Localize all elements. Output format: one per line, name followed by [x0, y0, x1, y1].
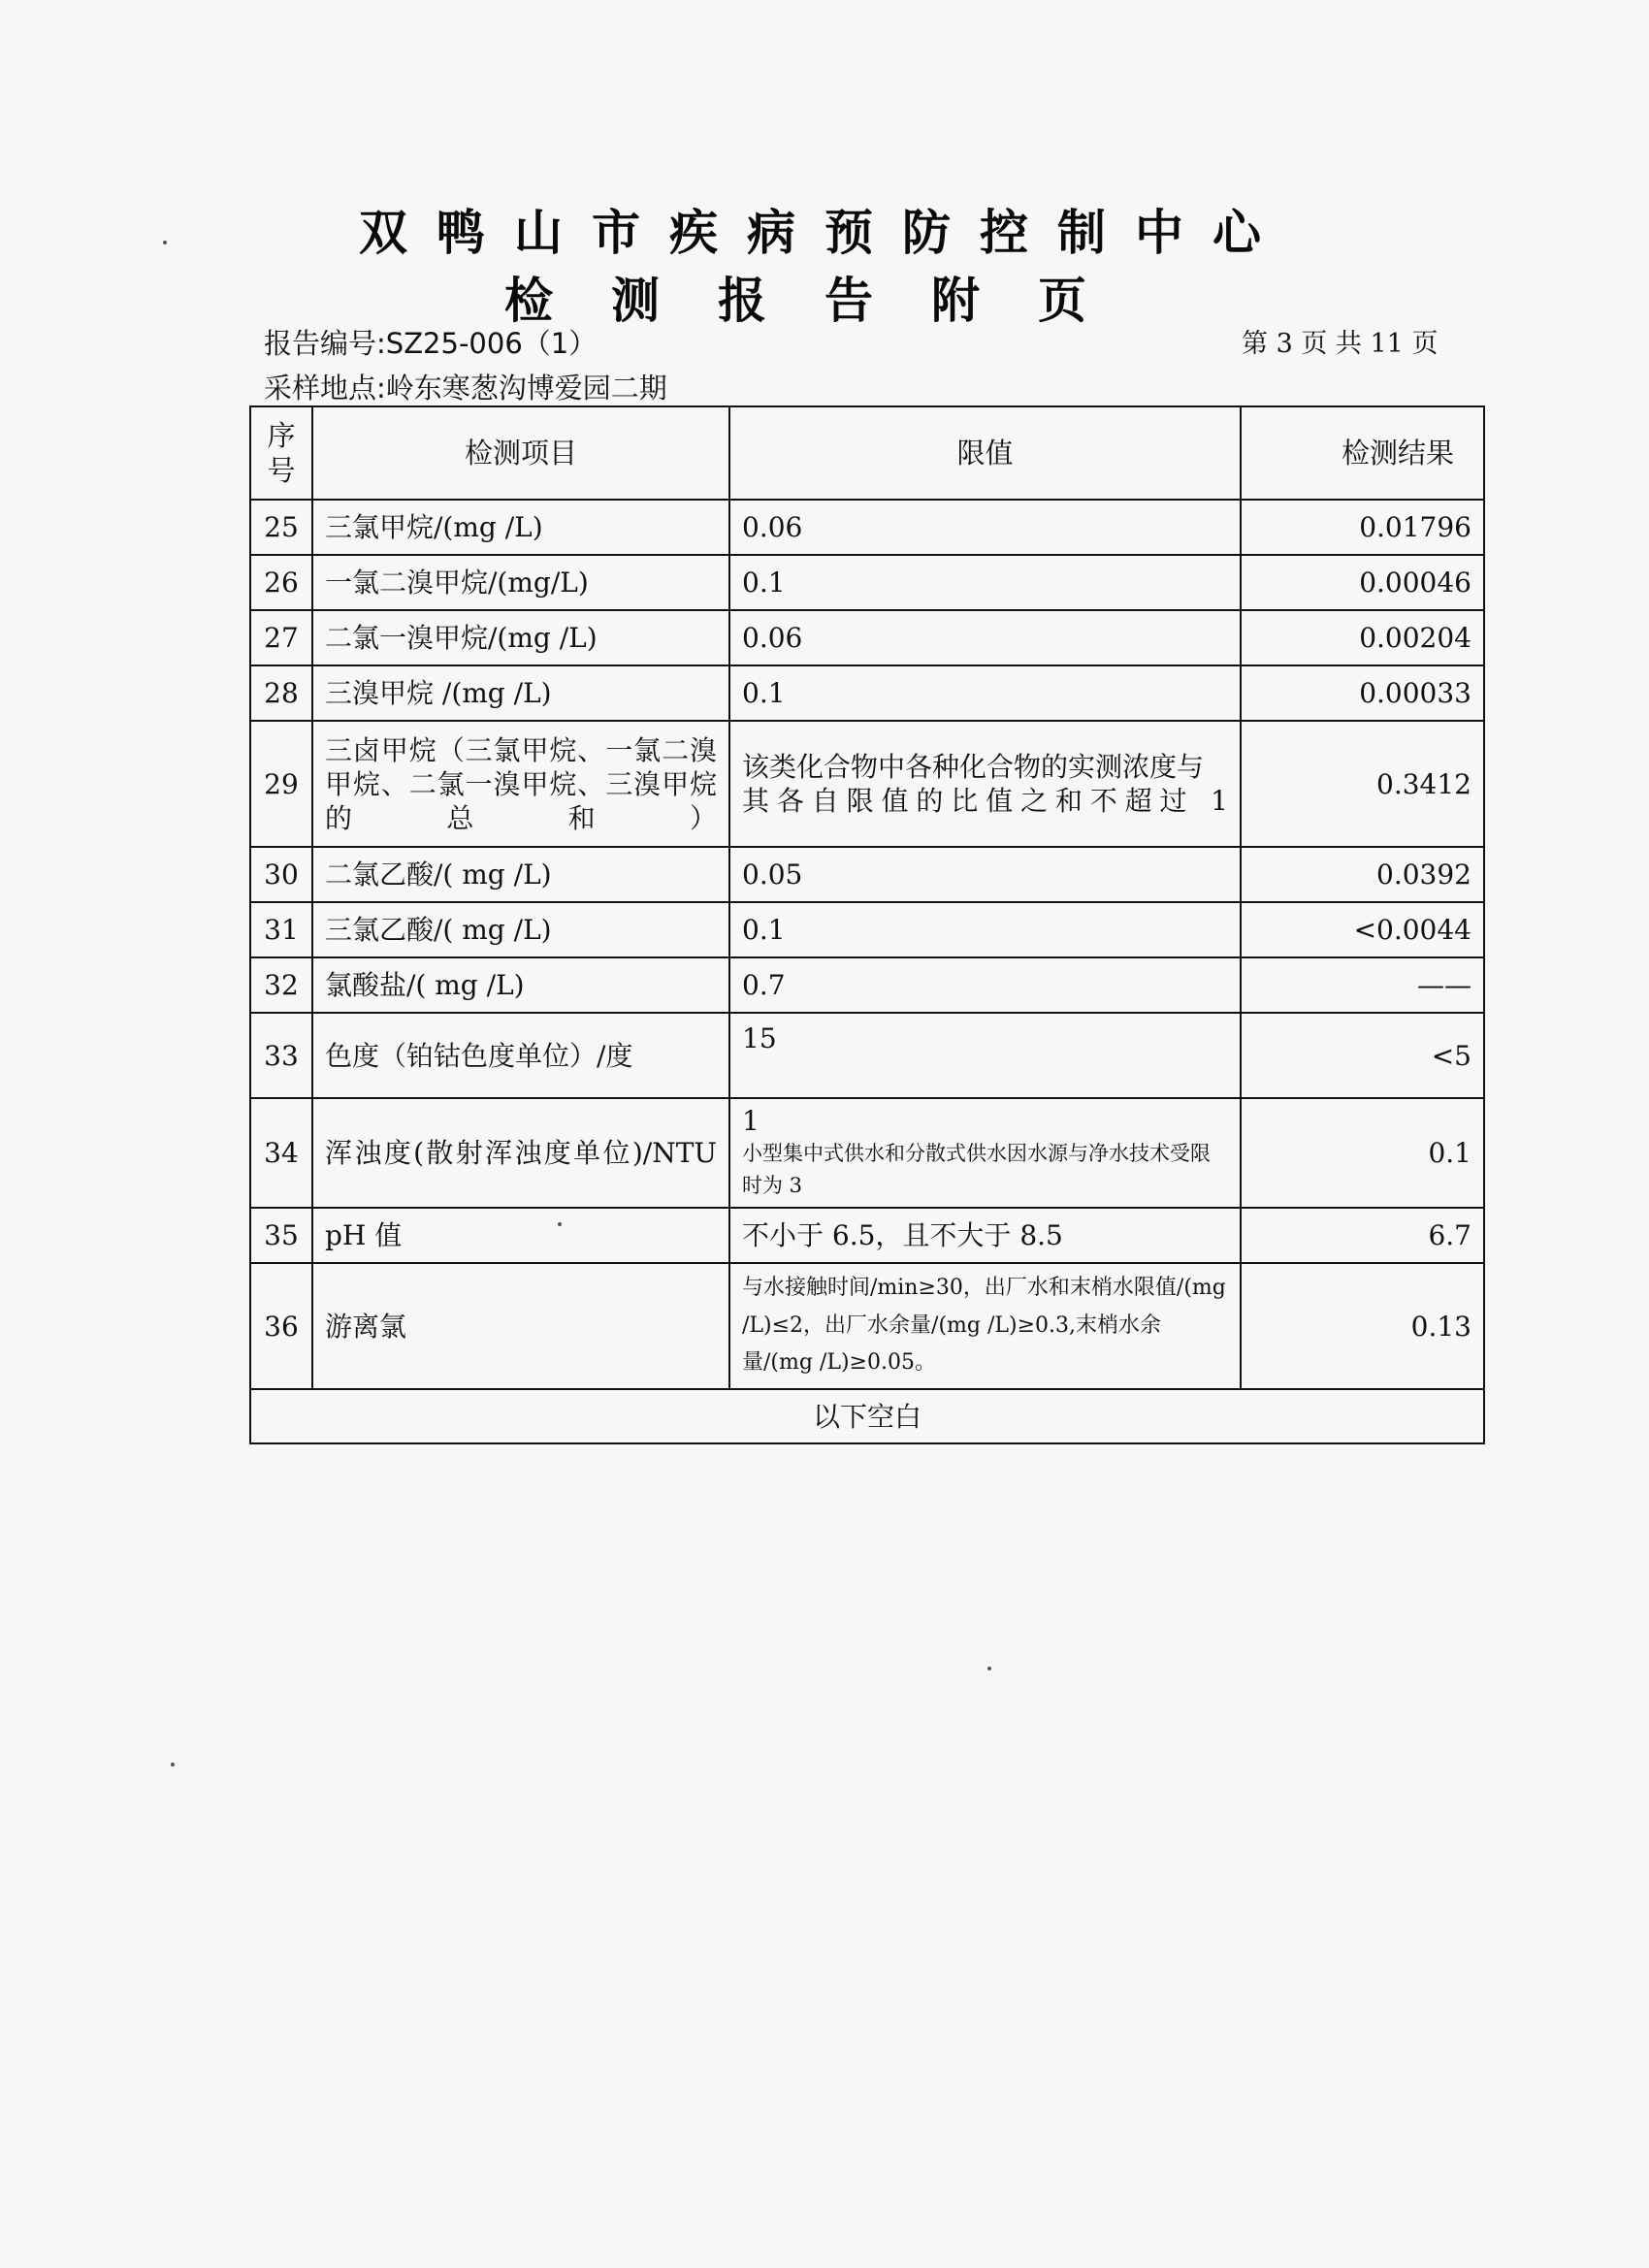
table-row	[250, 902, 1484, 957]
row-no: 31	[250, 902, 312, 957]
row-result: 6.7	[1241, 1208, 1484, 1263]
row-limit: 0.7	[729, 957, 1241, 1013]
row-item: 二氯一溴甲烷/(mg /L)	[312, 610, 729, 665]
row-limit: 0.1	[729, 665, 1241, 721]
row-limit	[729, 1098, 1241, 1208]
row-result: <5	[1241, 1013, 1484, 1098]
table-header-row	[250, 406, 1484, 500]
table-row	[250, 1098, 1484, 1208]
row-item: 二氯乙酸/( mg /L)	[312, 847, 729, 902]
row-no: 30	[250, 847, 312, 902]
row-no: 28	[250, 665, 312, 721]
row-result: 0.01796	[1241, 500, 1484, 555]
row-limit: 该类化合物中各种化合物的实测浓度与其各自限值的比值之和不超过 1	[729, 721, 1241, 847]
blank-below-note: 以下空白	[250, 1389, 1484, 1443]
row-no: 36	[250, 1263, 312, 1389]
table-row	[250, 957, 1484, 1013]
table-row	[250, 847, 1484, 902]
limit-note: 与水接触时间/min≥30，出厂水和末梢水限值/(mg /L)≤2，出厂水余量/(mg /L)≥0.3,末梢水余量/(mg /L)≥0.05。	[742, 1276, 1226, 1376]
row-no: 34	[250, 1098, 312, 1208]
row-result: <0.0044	[1241, 902, 1484, 957]
page-info: 第 3 页 共 11 页	[1242, 329, 1439, 359]
limit-note: 小型集中式供水和分散式供水因水源与净水技术受限时为 3	[742, 1142, 1211, 1197]
row-no: 26	[250, 555, 312, 610]
results-table	[249, 405, 1485, 1444]
scan-speck	[171, 1763, 175, 1766]
row-no: 25	[250, 500, 312, 555]
sub-title: 检测报告附页	[504, 273, 1145, 329]
row-no: 35	[250, 1208, 312, 1263]
row-result: 0.13	[1241, 1263, 1484, 1389]
row-result: ——	[1241, 957, 1484, 1013]
row-item: 一氯二溴甲烷/(mg/L)	[312, 555, 729, 610]
table-row	[250, 1263, 1484, 1389]
row-limit: 15	[729, 1013, 1241, 1098]
scan-speck	[558, 1222, 562, 1226]
table-row	[250, 721, 1484, 847]
row-item: 三氯乙酸/( mg /L)	[312, 902, 729, 957]
row-limit: 0.1	[729, 555, 1241, 610]
row-result: 0.1	[1241, 1098, 1484, 1208]
row-item: 游离氯	[312, 1263, 729, 1389]
table-row	[250, 610, 1484, 665]
row-item: 三氯甲烷/(mg /L)	[312, 500, 729, 555]
row-item: pH 值	[312, 1208, 729, 1263]
row-limit: 0.05	[729, 847, 1241, 902]
row-result: 0.00204	[1241, 610, 1484, 665]
header-no: 序号	[250, 406, 312, 500]
sampling-site-label: 采样地点:	[264, 372, 386, 405]
row-limit: 0.1	[729, 902, 1241, 957]
row-no: 29	[250, 721, 312, 847]
table-row	[250, 500, 1484, 555]
table-row	[250, 665, 1484, 721]
row-item: 三溴甲烷 /(mg /L)	[312, 665, 729, 721]
row-limit	[729, 1263, 1241, 1389]
report-number	[264, 322, 597, 362]
sampling-site	[264, 367, 667, 406]
row-no: 33	[250, 1013, 312, 1098]
row-result: 0.00033	[1241, 665, 1484, 721]
row-result: 0.3412	[1241, 721, 1484, 847]
row-limit: 不小于 6.5，且不大于 8.5	[729, 1208, 1241, 1263]
row-item: 浑浊度(散射浑浊度单位)/NTU	[312, 1098, 729, 1208]
row-no: 32	[250, 957, 312, 1013]
org-title: 双鸭山市疾病预防控制中心	[359, 205, 1290, 261]
header-limit: 限值	[729, 406, 1241, 500]
row-limit: 0.06	[729, 500, 1241, 555]
row-item: 色度（铂钴色度单位）/度	[312, 1013, 729, 1098]
row-limit: 0.06	[729, 610, 1241, 665]
sampling-site-value: 岭东寒葱沟博爱园二期	[385, 372, 667, 405]
table-row	[250, 1208, 1484, 1263]
report-number-value: SZ25-006（1）	[385, 327, 598, 360]
row-no: 27	[250, 610, 312, 665]
scan-speck	[987, 1667, 991, 1670]
limit-value: 1	[742, 1105, 760, 1138]
table-row	[250, 555, 1484, 610]
table-footer-row	[250, 1389, 1484, 1443]
report-number-label: 报告编号:	[264, 327, 386, 360]
header-result: 检测结果	[1241, 406, 1484, 500]
row-item: 三卤甲烷（三氯甲烷、一氯二溴甲烷、二氯一溴甲烷、三溴甲烷的总和）	[312, 721, 729, 847]
table-row	[250, 1013, 1484, 1098]
row-result: 0.0392	[1241, 847, 1484, 902]
row-result: 0.00046	[1241, 555, 1484, 610]
row-item: 氯酸盐/( mg /L)	[312, 957, 729, 1013]
scan-speck	[163, 241, 167, 244]
header-item: 检测项目	[312, 406, 729, 500]
